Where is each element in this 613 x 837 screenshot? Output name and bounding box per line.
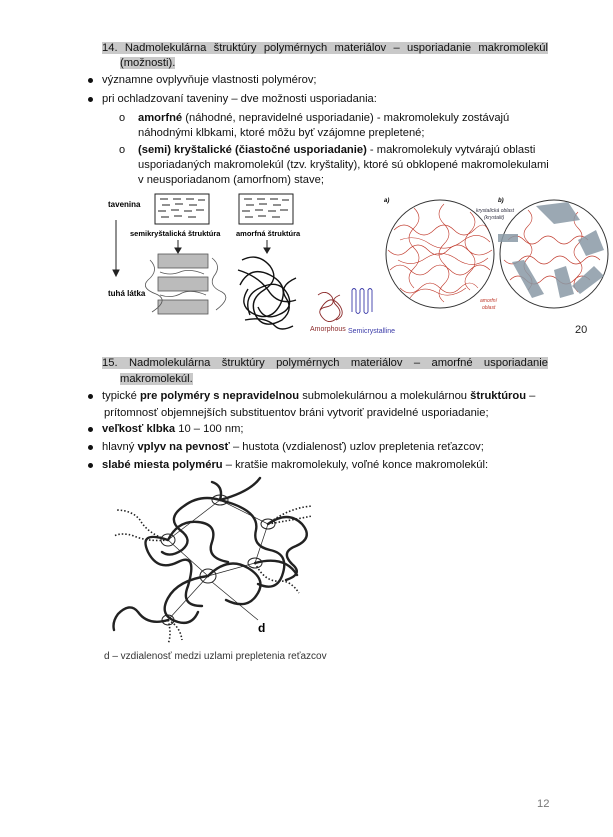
melt-dashes-left (158, 199, 205, 217)
label-a: a) (384, 198, 390, 204)
bullet-text-line2: prítomnosť objemnejších substituentov bráni vytvoriť pravidelné usporiadanie; (104, 407, 489, 419)
label-amorfna: amorfná štruktúra (236, 229, 301, 238)
page-number: 12 (537, 798, 550, 810)
bullet-icon (88, 427, 93, 432)
sub-item-amorfne: amorfné (náhodné, nepravidelné usporiadanie) - makromolekuly zostávajú (138, 112, 510, 124)
circle-bullet-icon: o (119, 112, 126, 124)
morphology-circles (378, 190, 613, 345)
section-14-heading-line2: (možnosti). (120, 57, 176, 69)
bullet-icon (88, 445, 93, 450)
melt-dashes-right (242, 199, 289, 217)
label-semikrystalicka: semikryštalická štruktúra (130, 229, 221, 238)
sub-item-semikrystalicke-line3: v neusporiadanom (amorfnom) stave; (138, 174, 324, 186)
amorphous-coil-small (318, 292, 342, 321)
label-amorphous: Amorphous (310, 326, 346, 333)
bullet-text: významne ovplyvňuje vlastnosti polymérov; (102, 74, 317, 86)
bullet-icon (88, 394, 93, 399)
bullet-text: typické pre polyméry s nepravidelnou submolekulárnou a molekulárnou štruktúrou – (102, 390, 536, 402)
section-15-heading-line2: makromolekúl. (120, 373, 193, 385)
section-15-heading-line1: 15. Nadmolekulárna štruktúry polymérnych materiálov – amorfné usporiadanie (102, 357, 548, 369)
chain-solid (114, 478, 307, 630)
bullet-text: slabé miesta polyméru – kratšie makromolekuly, voľné konce makromolekúl: (102, 459, 489, 471)
sub-item-amorfne-line2: náhodnými klbkami, ktoré môžu byť vzájomne prepletené; (138, 127, 425, 139)
label-tuha-latka: tuhá látka (108, 289, 146, 298)
label-d: d (258, 621, 266, 635)
section-14-heading-line1: 14. Nadmolekulárna štruktúry polymérnych materiálov – usporiadanie makromolekúl (102, 42, 548, 54)
label-oblast: oblast (482, 305, 496, 311)
bullet-text: hlavný vplyv na pevnosť – hustota (vzdialenosť) uzlov prepletenia reťazcov; (102, 441, 484, 453)
semicrystalline-hairpin (352, 289, 372, 314)
bullet-icon (88, 97, 93, 102)
label-krystalit: (krystalit) (484, 215, 505, 221)
figure-caption: d – vzdialenosť medzi uzlami prepletenia reťazcov (104, 651, 327, 662)
label-tavenina: tavenina (108, 200, 141, 209)
sub-item-semikrystalicke-line2: usporiadaných makromolekúl (tzv. kryštality), ktoré sú obklopené makromolekulami (138, 159, 549, 171)
semicrystalline-lamellae (145, 254, 226, 314)
amorphous-tangle (238, 257, 296, 329)
bullet-icon (88, 78, 93, 83)
entanglement-diagram (100, 470, 350, 650)
bullet-text: pri ochladzovaní taveniny – dve možnosti usporiadania: (102, 93, 377, 105)
sub-item-semikrystalicke: (semi) kryštalické (čiastočné usporiadanie) - makromolekuly vytvárajú oblasti (138, 144, 536, 156)
crystallization-diagram (100, 190, 380, 340)
label-krystalicka-oblast: krystalická oblast (476, 208, 515, 214)
label-amorfni: amorfní (480, 298, 497, 304)
bullet-text: veľkosť klbka 10 – 100 nm; (102, 423, 244, 435)
label-semicrystalline: Semicrystalline (348, 328, 396, 335)
bullet-icon (88, 463, 93, 468)
slide-number: 20 (575, 324, 588, 336)
label-b: b) (498, 198, 504, 204)
circle-bullet-icon: o (119, 144, 126, 156)
